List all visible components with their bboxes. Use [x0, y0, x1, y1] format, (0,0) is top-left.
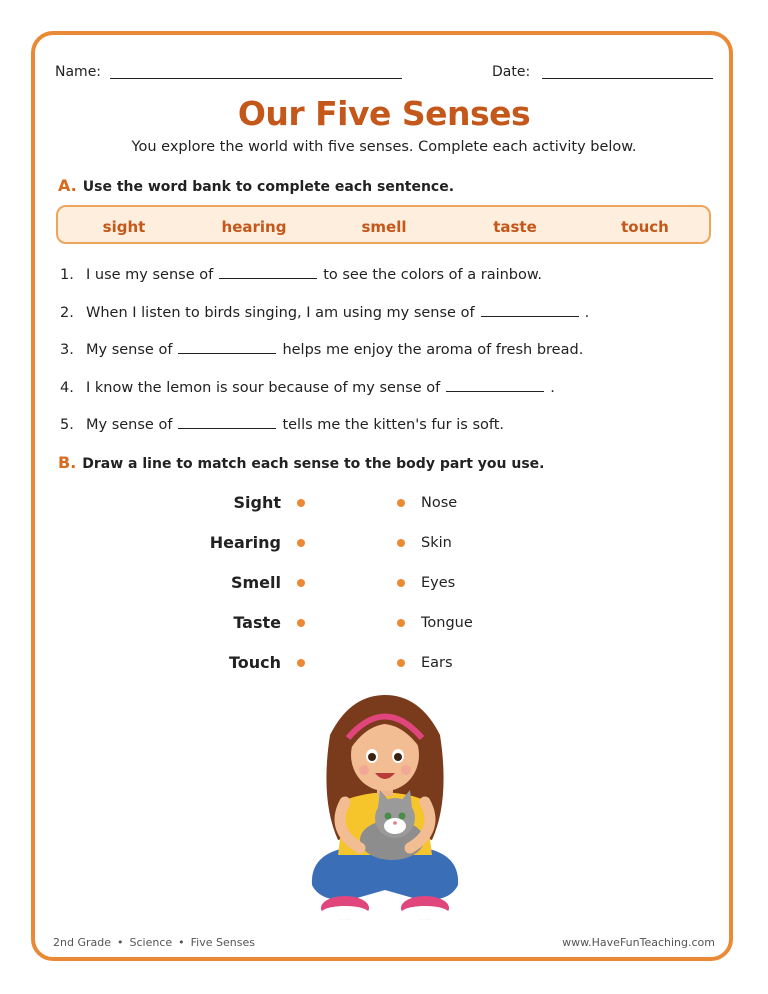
sense-label-taste: Taste — [233, 613, 281, 632]
question-text-end: to see the colors of a rainbow. — [323, 267, 543, 283]
answer-blank[interactable] — [219, 277, 317, 279]
word-bank-item: touch — [621, 218, 669, 236]
footer-website-link[interactable]: www.HaveFunTeaching.com — [562, 936, 715, 949]
match-dot-right[interactable] — [397, 619, 405, 627]
match-dot-left[interactable] — [297, 579, 305, 587]
name-field[interactable] — [110, 78, 402, 79]
question-number: 3. — [60, 342, 74, 358]
body-part-nose: Nose — [421, 495, 458, 511]
sense-label-smell: Smell — [230, 573, 281, 592]
footer-grade: 2nd Grade — [53, 936, 111, 949]
question-text: My sense of — [86, 342, 173, 358]
question-number: 1. — [60, 267, 74, 283]
section-b-heading — [58, 453, 544, 472]
section-a-letter: A. — [58, 176, 77, 195]
question-text: I know the lemon is sour because of my sense of — [86, 380, 441, 396]
question-text: My sense of — [86, 417, 173, 433]
word-bank — [56, 205, 711, 244]
match-dot-left[interactable] — [297, 539, 305, 547]
body-part-eyes: Eyes — [421, 575, 456, 591]
question-text-end: . — [584, 305, 590, 321]
page-title: Our Five Senses — [237, 94, 531, 133]
section-b-letter: B. — [58, 453, 77, 472]
match-dot-left[interactable] — [297, 499, 305, 507]
question-text: When I listen to birds singing, I am using my sense of — [86, 305, 475, 321]
question-1 — [60, 267, 542, 283]
question-number: 2. — [60, 305, 74, 321]
question-3 — [60, 342, 583, 358]
answer-blank[interactable] — [481, 315, 579, 317]
word-bank-item: hearing — [221, 218, 287, 236]
word-bank-item: taste — [493, 218, 537, 236]
question-text: I use my sense of — [86, 267, 214, 283]
question-number: 4. — [60, 380, 74, 396]
sense-label-sight: Sight — [233, 493, 281, 512]
question-text-end: . — [550, 380, 555, 396]
footer-subject: Science — [129, 936, 173, 949]
sense-label-touch: Touch — [228, 653, 281, 672]
match-dot-right[interactable] — [397, 539, 405, 547]
question-5 — [60, 417, 504, 433]
footer-tags — [53, 936, 255, 949]
answer-blank[interactable] — [178, 352, 276, 354]
footer-topic: Five Senses — [190, 936, 255, 949]
body-part-ears: Ears — [421, 655, 453, 671]
date-label: Date: — [492, 64, 531, 80]
girl-holding-kitten-illustration — [300, 690, 470, 925]
match-dot-right[interactable] — [397, 499, 405, 507]
question-text-end: helps me enjoy the aroma of fresh bread. — [282, 342, 584, 358]
question-4 — [60, 380, 555, 396]
word-bank-item: sight — [102, 218, 146, 236]
section-a-instruction: Use the word bank to complete each sentence. — [82, 179, 455, 195]
match-dot-right[interactable] — [397, 659, 405, 667]
question-number: 5. — [60, 417, 74, 433]
sense-label-hearing: Hearing — [209, 533, 281, 552]
footer-separator: • — [117, 936, 124, 949]
question-text-end: tells me the kitten's fur is soft. — [282, 417, 505, 433]
page-subtitle: You explore the world with five senses. Complete each activity below. — [131, 139, 637, 155]
match-dot-left[interactable] — [297, 619, 305, 627]
match-dot-right[interactable] — [397, 579, 405, 587]
body-part-tongue: Tongue — [421, 615, 473, 631]
name-label: Name: — [55, 64, 102, 80]
section-b-instruction: Draw a line to match each sense to the body part you use. — [82, 456, 545, 472]
question-2 — [60, 305, 589, 321]
date-field[interactable] — [542, 78, 713, 79]
match-dot-left[interactable] — [297, 659, 305, 667]
body-part-skin: Skin — [421, 535, 452, 551]
section-a-heading — [58, 176, 454, 195]
word-bank-item: smell — [361, 218, 407, 236]
answer-blank[interactable] — [446, 390, 544, 392]
footer-separator: • — [178, 936, 185, 949]
answer-blank[interactable] — [178, 427, 276, 429]
